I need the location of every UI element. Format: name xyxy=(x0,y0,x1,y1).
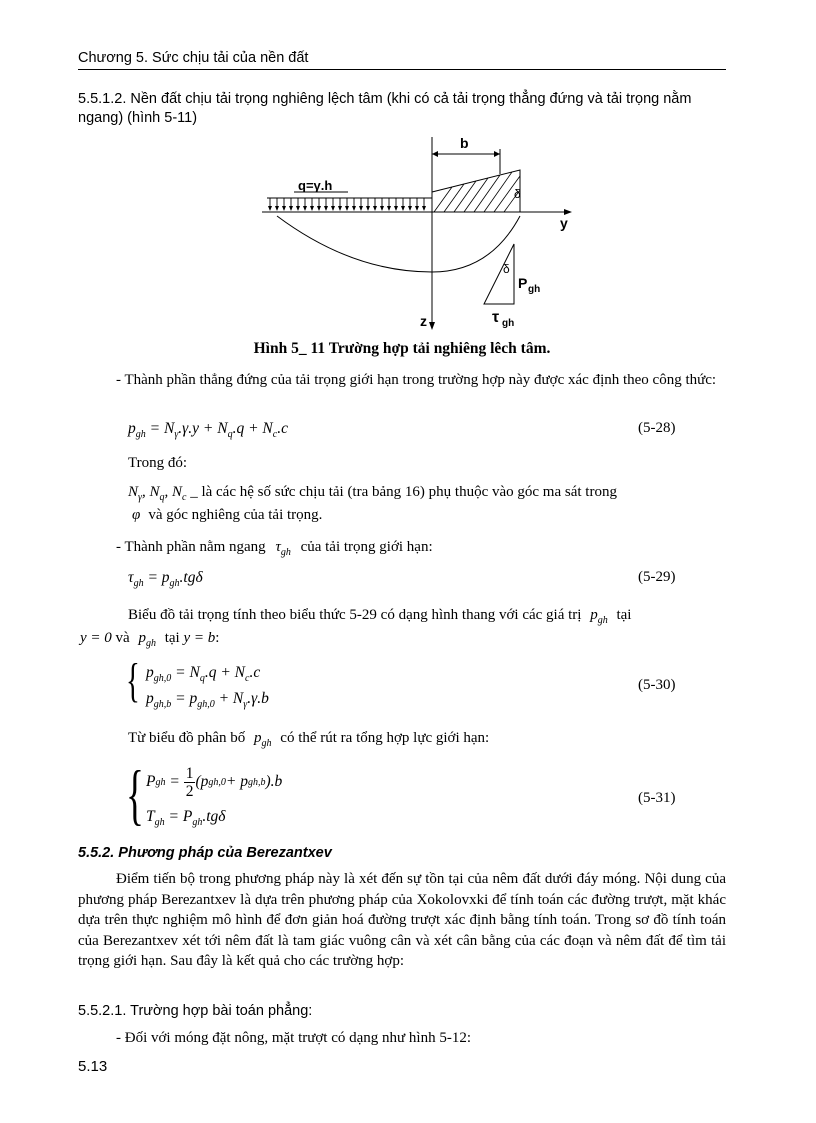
para4-text-a: Từ biểu đồ phân bố xyxy=(128,730,246,746)
label-q: q=γ.h xyxy=(298,178,333,193)
equation-5-28: $p_{gh} = N_\gamma.\gamma.y + N_q.q + N_c.c$ xyxy=(128,420,288,441)
label-b: b xyxy=(460,135,469,151)
label-p: P xyxy=(518,275,528,291)
y-b: y = b xyxy=(183,630,216,646)
para4-text-b: có thể rút ra tổng hợp lực giới hạn: xyxy=(280,730,490,746)
para3-text-a: Biểu đồ tải trọng tính theo biểu thức 5-29 có dạng hình thang với các giá trị xyxy=(128,607,582,623)
equation-5-30-line2: $p_{gh,b} = p_{gh,0} + N_\gamma.\gamma.b$ xyxy=(146,690,269,711)
figure-caption: Hình 5_ 11 Trường hợp tải nghiêng lêch tâm. xyxy=(253,340,551,357)
paragraph-resultant xyxy=(128,728,489,754)
brace-5-30: { xyxy=(126,654,140,707)
p-gh-symbol-3: $p_{gh}$ xyxy=(254,730,272,749)
label-tau-sub: gh xyxy=(502,318,515,329)
para2-text-b: của tải trọng giới hạn: xyxy=(300,539,433,555)
paragraph-vertical-component: - Thành phần thẳng đứng của tải trọng giới hạn trong trường hợp này được xác định theo công thức: xyxy=(116,372,717,388)
trapezoid-load xyxy=(432,170,520,212)
slip-surface xyxy=(277,216,520,272)
equation-5-30-line1: $p_{gh,0} = N_q.q + N_c.c$ xyxy=(146,664,261,685)
tau-symbol: $\tau_{gh}$ xyxy=(275,539,291,558)
where-label: Trong đó: xyxy=(128,455,188,471)
phi-line xyxy=(128,505,322,526)
y-zero: y = 0 xyxy=(80,630,112,646)
phi-symbol: φ xyxy=(132,507,141,523)
paragraph-trapezoid-line2: y = 0 và $p_{gh}$ tại y = b: xyxy=(80,630,220,649)
p-gh-symbol-1: $p_{gh}$ xyxy=(590,607,608,626)
label-tau: τ xyxy=(492,309,500,326)
surcharge-arrowheads xyxy=(268,206,426,211)
para3-text-b: tại xyxy=(616,607,632,623)
label-p-sub: gh xyxy=(528,284,541,295)
equation-5-31-line1: P gh = 1 2 (p gh,0 + p gh,b ).b xyxy=(146,764,283,800)
header-rule xyxy=(78,69,726,70)
equation-5-29: $\tau_{gh} = p_{gh}.tg\delta$ xyxy=(128,569,203,590)
equation-5-31-line2: $T_{gh} = P_{gh}.tg\delta$ xyxy=(146,808,226,829)
dimension-arrow-left xyxy=(432,151,438,157)
figure-5-11 xyxy=(262,132,592,332)
trapezoid-hatch xyxy=(434,172,520,212)
label-delta-force: δ xyxy=(503,262,510,276)
section-title-5-5-2-1: 5.5.2.1. Trường hợp bài toán phẳng: xyxy=(78,1003,313,1019)
paragraph-horizontal-component xyxy=(116,537,433,563)
equation-5-31-number: (5-31) xyxy=(638,790,676,806)
section-title-5-5-2: 5.5.2. Phương pháp của Berezantxev xyxy=(78,845,332,861)
dimension-arrow-right xyxy=(494,151,500,157)
equation-5-28-number: (5-28) xyxy=(638,420,676,436)
coefficients-symbols: $N_\gamma$, $N_q$, $N_c$ _ xyxy=(128,484,198,503)
paragraph-berezantxev: Điểm tiến bộ trong phương pháp này là xét đến sự tồn tại của nêm đất dưới đáy móng. Nội dung của phương pháp Berezantxev là dựa trên phương pháp của Xokolovxki để tính toán các đường trượt, mặt khác dựa trên thực nghiệm mô hình để đơn giản hoá đường trượt xác định bằng tính toán. Trong sơ đồ tính toán của Berezantxev xét tới nêm đất là tam giác vuông cân và xét cân bằng của các đoạn và nêm đất để tìm tải trọng giới hạn. Sau đây là kết quả cho các trường hợp: xyxy=(78,871,726,969)
para2-text-a: - Thành phần nằm ngang xyxy=(116,539,266,555)
label-y: y xyxy=(560,215,568,231)
equation-5-30-number: (5-30) xyxy=(638,677,676,693)
label-delta-top: δ xyxy=(514,187,521,201)
equation-5-29-number: (5-29) xyxy=(638,569,676,585)
phi-text: và góc nghiêng của tải trọng. xyxy=(148,507,323,523)
para3-text-c: và xyxy=(115,630,130,646)
page-number: 5.13 xyxy=(78,1058,108,1075)
z-axis-arrow xyxy=(429,322,435,330)
coefficients-text: là các hệ số sức chịu tải (tra bảng 16) phụ thuộc vào góc ma sát trong xyxy=(201,484,617,500)
p-gh-symbol-2: $p_{gh}$ xyxy=(138,630,156,649)
chapter-header: Chương 5. Sức chịu tải của nền đất xyxy=(78,50,309,66)
label-z: z xyxy=(420,313,427,329)
brace-5-31: { xyxy=(126,756,144,832)
section-title-5-5-1-2: 5.5.1.2. Nền đất chịu tải trọng nghiêng lệch tâm (khi có cả tải trọng thẳng đứng và tải trọng nằm ngang) (hình 5-11) xyxy=(78,91,692,126)
paragraph-shallow-footing: - Đối với móng đặt nông, mặt trượt có dạng như hình 5-12: xyxy=(116,1030,471,1046)
para3-text-d: tại xyxy=(164,630,180,646)
